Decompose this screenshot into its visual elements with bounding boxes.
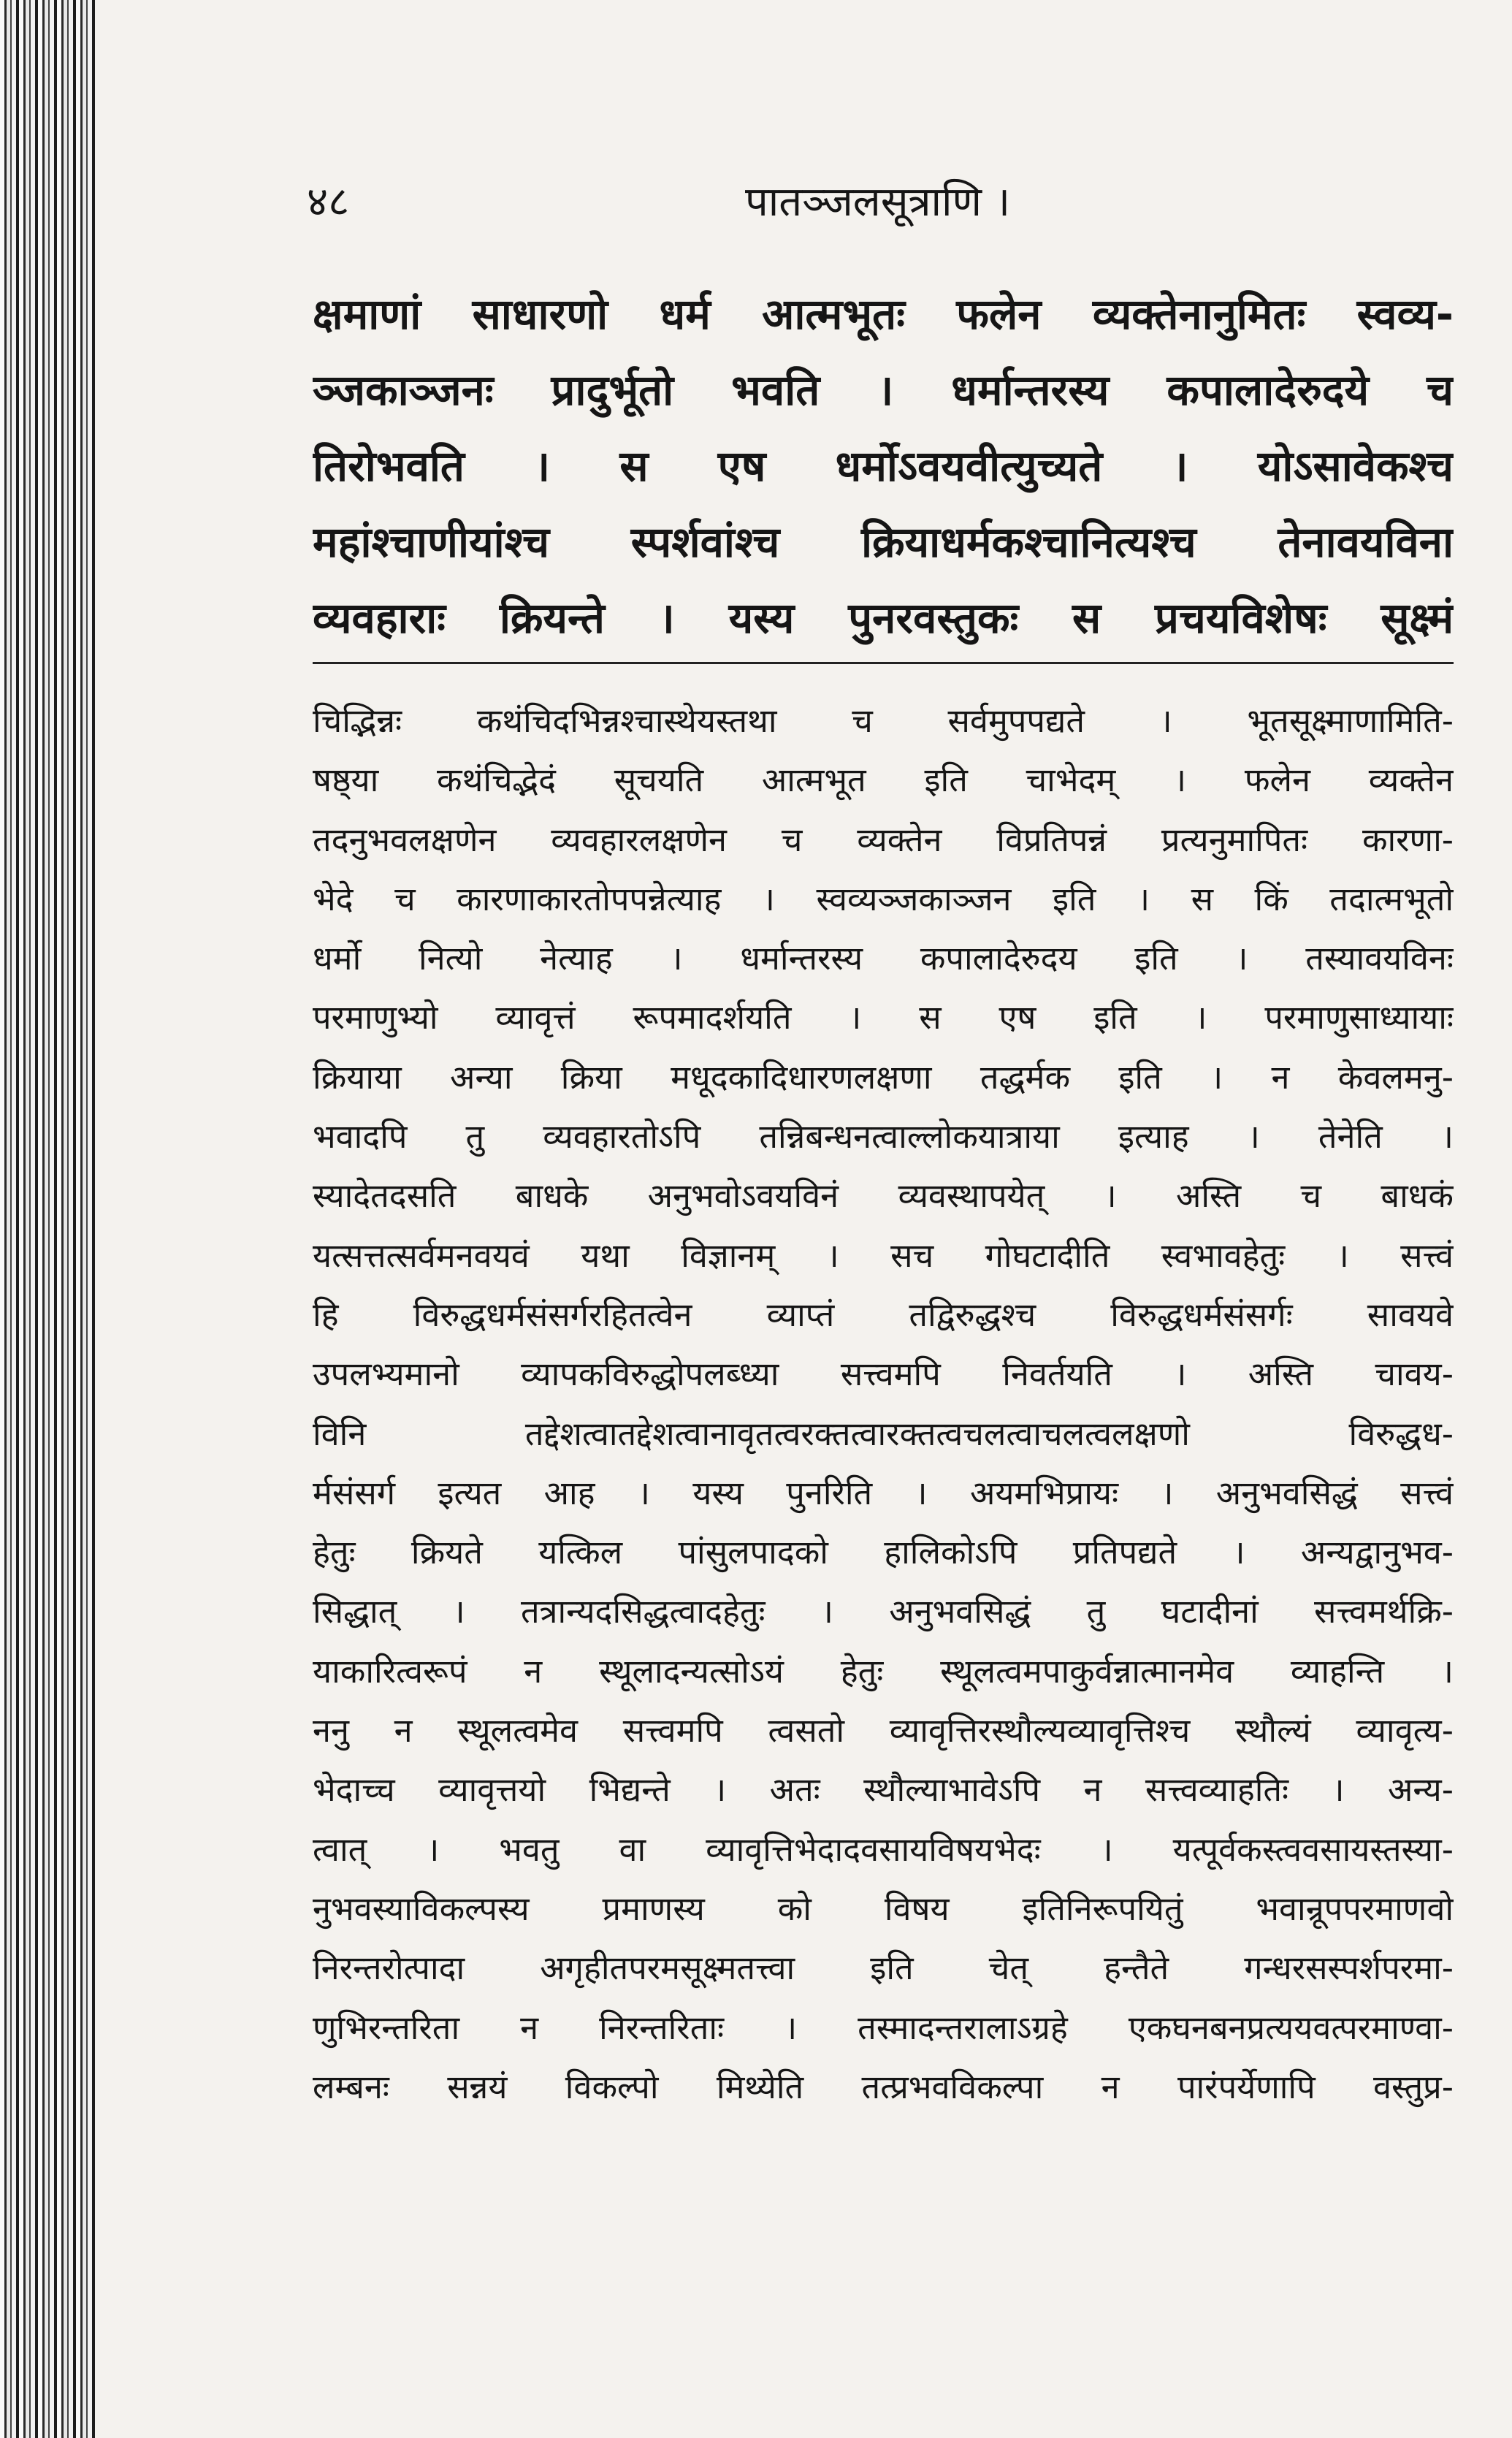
book-binding-edge xyxy=(0,0,95,2438)
commentary-line: यत्सत्तत्सर्वमनवयवं यथा विज्ञानम् । सच गोघटादीति स्वभावहेतुः । सत्त्वं xyxy=(313,1235,1454,1275)
commentary-line: हेतुः क्रियते यत्किल पांसुलपादको हालिकोऽपि प्रतिपद्यते । अन्यद्वानुभव- xyxy=(313,1533,1454,1572)
commentary-line: भवादपि तु व्यवहारतोऽपि तन्निबन्धनत्वाल्लोकयात्राया इत्याह । तेनेति । xyxy=(313,1117,1454,1157)
commentary-line: परमाणुभ्यो व्यावृत्तं रूपमादर्शयति । स एष इति । परमाणुसाध्यायाः xyxy=(313,998,1454,1037)
commentary-line: स्यादेतदसति बाधके अनुभवोऽवयविनं व्यवस्थापयेत् । अस्ति च बाधकं xyxy=(313,1176,1454,1216)
commentary-line: याकारित्वरूपं न स्थूलादन्यत्सोऽयं हेतुः स्थूलत्वमपाकुर्वन्नात्मानमेव व्याहन्ति । xyxy=(313,1651,1454,1691)
commentary-line: र्मसंसर्ग इत्यत आह । यस्य पुनरिति । अयमभिप्रायः । अनुभवसिद्धं सत्त्वं xyxy=(313,1473,1454,1512)
commentary-line: उपलभ्यमानो व्यापकविरुद्धोपलब्ध्या सत्त्वमपि निवर्तयति । अस्ति चावय- xyxy=(313,1355,1454,1394)
commentary-line: निरन्तरोत्पादा अगृहीतपरमसूक्ष्मतत्त्वा इति चेत् हन्तैते गन्धरसस्पर्शपरमा- xyxy=(313,1949,1454,1988)
commentary-line: त्वात् । भवतु वा व्यावृत्तिभेदादवसायविषयभेदः । यत्पूर्वकस्त्ववसायस्तस्या- xyxy=(313,1829,1454,1869)
sutra-line: क्षमाणां साधारणो धर्म आत्मभूतः फलेन व्यक्तेनानुमितः स्वव्य- xyxy=(313,289,1454,339)
commentary-line: धर्मो नित्यो नेत्याह । धर्मान्तरस्य कपालादेरुदय इति । तस्यावयविनः xyxy=(313,939,1454,978)
commentary-line: विनि तद्देशत्वातद्देशत्वानावृतत्वरक्तत्वारक्तत्वचलत्वाचलत्वलक्षणो विरुद्धध- xyxy=(313,1414,1454,1453)
commentary-line: ननु न स्थूलत्वमेव सत्त्वमपि त्वसतो व्यावृत्तिरस्थौल्यव्यावृत्तिश्च स्थौल्यं व्यावृत्य- xyxy=(313,1711,1454,1751)
section-divider xyxy=(313,662,1454,664)
page-number: ४८ xyxy=(307,178,350,226)
commentary-line: भेदे च कारणाकारतोपपन्नेत्याह । स्वव्यञ्जकाञ्जन इति । स किं तदात्मभूतो xyxy=(313,879,1454,918)
commentary-line: सिद्धात् । तत्रान्यदसिद्धत्वादहेतुः । अनुभवसिद्धं तु घटादीनां सत्त्वमर्थक्रि- xyxy=(313,1592,1454,1631)
commentary-line: भेदाच्च व्यावृत्तयो भिद्यन्ते । अतः स्थौल्याभावेऽपि न सत्त्वव्याहतिः । अन्य- xyxy=(313,1770,1454,1810)
sutra-line: तिरोभवति । स एष धर्मोऽवयवीत्युच्यते । योऽसावेकश्च xyxy=(313,441,1454,491)
sutra-line: व्यवहाराः क्रियन्ते । यस्य पुनरवस्तुकः स प्रचयविशेषः सूक्ष्मं xyxy=(313,593,1454,643)
sutra-line: महांश्चाणीयांश्च स्पर्शवांश्च क्रियाधर्मकश्चानित्यश्च तेनावयविना xyxy=(313,517,1454,567)
commentary-line: हि विरुद्धधर्मसंसर्गरहितत्वेन व्याप्तं तद्विरुद्धश्च विरुद्धधर्मसंसर्गः सावयवे xyxy=(313,1295,1454,1334)
commentary-line: नुभवस्याविकल्पस्य प्रमाणस्य को विषय इतिनिरूपयितुं भवान्रूपपरमाणवो xyxy=(313,1889,1454,1928)
commentary-text-block xyxy=(313,691,1454,2117)
page-header xyxy=(307,169,1461,235)
running-title: पातञ्जलसूत्राणि । xyxy=(745,178,1011,226)
sutra-line: ञ्जकाञ्जनः प्रादुर्भूतो भवति । धर्मान्तरस्य कपालादेरुदये च xyxy=(313,365,1454,415)
commentary-line: चिद्भिन्नः कथंचिदभिन्नश्चास्थेयस्तथा च सर्वमुपपद्यते । भूतसूक्ष्माणामिति- xyxy=(313,701,1454,740)
commentary-line: षष्ठ्या कथंचिद्भेदं सूचयति आत्मभूत इति चाभेदम् । फलेन व्यक्तेन xyxy=(313,761,1454,800)
commentary-line: क्रियाया अन्या क्रिया मधूदकादिधारणलक्षणा तद्धर्मक इति । न केवलमनु- xyxy=(313,1057,1454,1097)
commentary-line: तदनुभवलक्षणेन व्यवहारलक्षणेन च व्यक्तेन विप्रतिपन्नं प्रत्यनुमापितः कारणा- xyxy=(313,820,1454,859)
sutra-text-block xyxy=(313,276,1454,656)
commentary-line: णुभिरन्तरिता न निरन्तरिताः । तस्मादन्तरालाऽग्रहे एकघनबनप्रत्ययवत्परमाण्वा- xyxy=(313,2008,1454,2047)
commentary-line: लम्बनः सन्नयं विकल्पो मिथ्येति तत्प्रभवविकल्पा न पारंपर्येणापि वस्तुप्र- xyxy=(313,2067,1454,2106)
